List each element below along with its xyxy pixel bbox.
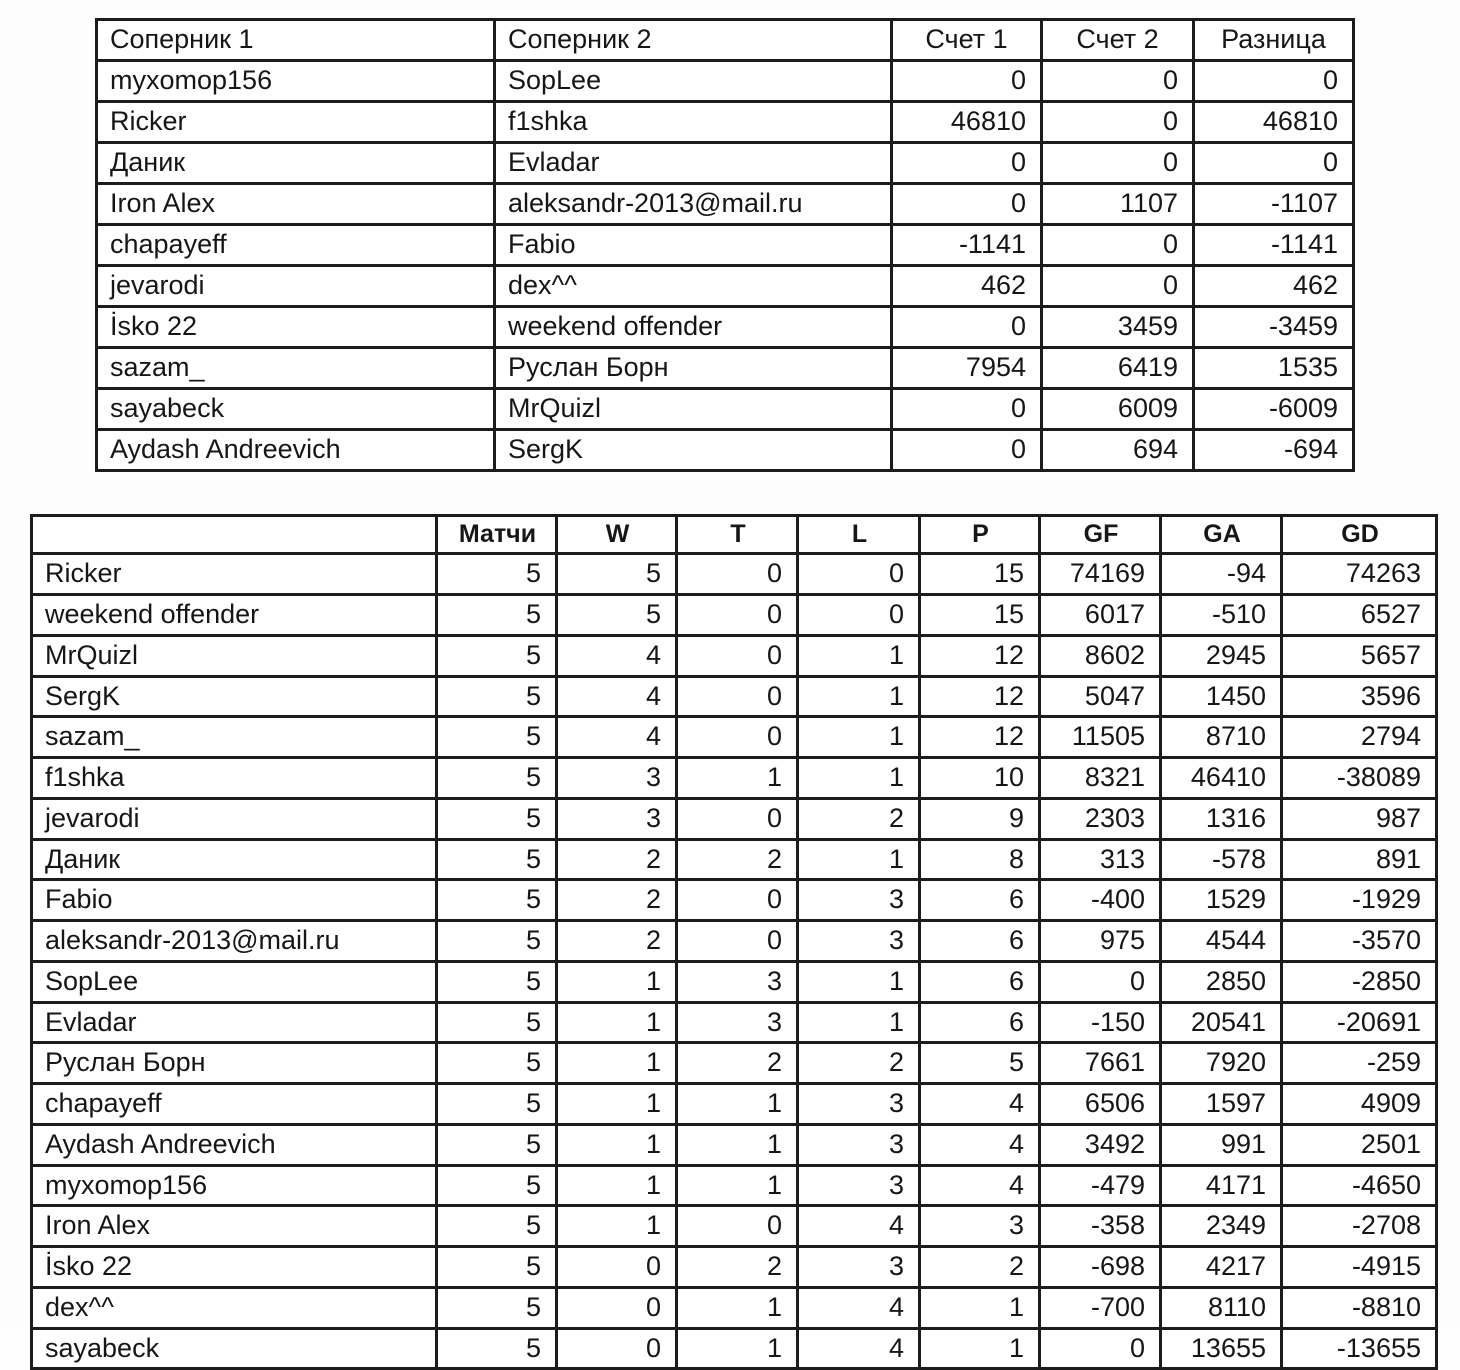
value-cell: 0 xyxy=(677,595,798,636)
name-cell: Ricker xyxy=(97,102,495,143)
table-row xyxy=(97,430,1354,471)
name-cell: chapayeff xyxy=(32,1084,437,1125)
value-cell: -358 xyxy=(1040,1206,1161,1247)
value-cell: -479 xyxy=(1040,1165,1161,1206)
value-cell: 0 xyxy=(677,921,798,962)
value-cell: -1141 xyxy=(1194,225,1354,266)
value-cell: 5657 xyxy=(1282,635,1437,676)
name-cell: Evladar xyxy=(32,1002,437,1043)
column-header: T xyxy=(677,516,798,554)
value-cell: -694 xyxy=(1194,430,1354,471)
value-cell: 3459 xyxy=(1042,307,1194,348)
column-header: Матчи xyxy=(437,516,557,554)
value-cell: 46810 xyxy=(1194,102,1354,143)
value-cell: 1316 xyxy=(1161,798,1282,839)
table-row xyxy=(32,921,1437,962)
value-cell: 15 xyxy=(920,595,1040,636)
value-cell: 2349 xyxy=(1161,1206,1282,1247)
value-cell: 0 xyxy=(1194,143,1354,184)
value-cell: 1 xyxy=(677,1165,798,1206)
name-cell: İsko 22 xyxy=(32,1247,437,1288)
name-cell: sayabeck xyxy=(97,389,495,430)
value-cell: 2850 xyxy=(1161,961,1282,1002)
value-cell: 1 xyxy=(677,1328,798,1369)
value-cell: 13655 xyxy=(1161,1328,1282,1369)
value-cell: 6 xyxy=(920,880,1040,921)
name-cell: Ricker xyxy=(32,554,437,595)
value-cell: 2 xyxy=(677,839,798,880)
value-cell: 3 xyxy=(677,1002,798,1043)
value-cell: 3492 xyxy=(1040,1124,1161,1165)
value-cell: 7661 xyxy=(1040,1043,1161,1084)
value-cell: 1 xyxy=(798,961,920,1002)
value-cell: 3 xyxy=(798,1165,920,1206)
name-cell: SopLee xyxy=(32,961,437,1002)
table-row xyxy=(97,348,1354,389)
value-cell: 1 xyxy=(557,1165,677,1206)
value-cell: 3 xyxy=(798,880,920,921)
column-header: P xyxy=(920,516,1040,554)
value-cell: 2 xyxy=(677,1043,798,1084)
name-cell: İsko 22 xyxy=(97,307,495,348)
value-cell: 1597 xyxy=(1161,1084,1282,1125)
value-cell: 0 xyxy=(1042,143,1194,184)
value-cell: -1929 xyxy=(1282,880,1437,921)
value-cell: 8 xyxy=(920,839,1040,880)
value-cell: -4650 xyxy=(1282,1165,1437,1206)
name-cell: Fabio xyxy=(32,880,437,921)
table-row xyxy=(32,676,1437,717)
table-row xyxy=(32,635,1437,676)
value-cell: 2 xyxy=(920,1247,1040,1288)
name-cell: sazam_ xyxy=(97,348,495,389)
value-cell: 5 xyxy=(437,758,557,799)
value-cell: 3 xyxy=(557,758,677,799)
value-cell: 2 xyxy=(798,798,920,839)
value-cell: 4909 xyxy=(1282,1084,1437,1125)
value-cell: 0 xyxy=(677,554,798,595)
value-cell: 0 xyxy=(892,61,1042,102)
value-cell: 0 xyxy=(1040,961,1161,1002)
value-cell: 987 xyxy=(1282,798,1437,839)
value-cell: 7920 xyxy=(1161,1043,1282,1084)
value-cell: 0 xyxy=(892,143,1042,184)
table-row xyxy=(32,554,1437,595)
value-cell: 8602 xyxy=(1040,635,1161,676)
value-cell: 5 xyxy=(920,1043,1040,1084)
name-cell: f1shka xyxy=(32,758,437,799)
table-row xyxy=(32,798,1437,839)
value-cell: -38089 xyxy=(1282,758,1437,799)
table-row xyxy=(32,1328,1437,1369)
name-cell: aleksandr-2013@mail.ru xyxy=(32,921,437,962)
value-cell: 0 xyxy=(892,389,1042,430)
value-cell: 46810 xyxy=(892,102,1042,143)
value-cell: -94 xyxy=(1161,554,1282,595)
table-row xyxy=(97,389,1354,430)
value-cell: 4 xyxy=(920,1124,1040,1165)
table-row xyxy=(32,1206,1437,1247)
value-cell: 6 xyxy=(920,961,1040,1002)
value-cell: 12 xyxy=(920,676,1040,717)
value-cell: -698 xyxy=(1040,1247,1161,1288)
value-cell: 5 xyxy=(437,1206,557,1247)
column-header: Разница xyxy=(1194,20,1354,61)
value-cell: MrQuizl xyxy=(495,389,892,430)
value-cell: 3 xyxy=(798,1247,920,1288)
value-cell: 6 xyxy=(920,1002,1040,1043)
value-cell: -1107 xyxy=(1194,184,1354,225)
value-cell: 5 xyxy=(437,839,557,880)
name-cell: jevarodi xyxy=(32,798,437,839)
value-cell: 1 xyxy=(798,676,920,717)
value-cell: 1 xyxy=(920,1287,1040,1328)
value-cell: 1 xyxy=(557,1043,677,1084)
value-cell: 891 xyxy=(1282,839,1437,880)
value-cell: 5 xyxy=(437,1124,557,1165)
table-row xyxy=(32,880,1437,921)
table-row xyxy=(32,839,1437,880)
standings-table xyxy=(30,514,1438,1370)
value-cell: Fabio xyxy=(495,225,892,266)
table-row xyxy=(32,1043,1437,1084)
value-cell: 3 xyxy=(798,1124,920,1165)
value-cell: 0 xyxy=(677,1206,798,1247)
column-header: GD xyxy=(1282,516,1437,554)
value-cell: 975 xyxy=(1040,921,1161,962)
value-cell: 4 xyxy=(798,1328,920,1369)
value-cell: 313 xyxy=(1040,839,1161,880)
name-cell: dex^^ xyxy=(32,1287,437,1328)
value-cell: 8710 xyxy=(1161,717,1282,758)
value-cell: 10 xyxy=(920,758,1040,799)
value-cell: 15 xyxy=(920,554,1040,595)
table-row xyxy=(32,1084,1437,1125)
value-cell: 1 xyxy=(557,961,677,1002)
value-cell: 1 xyxy=(798,1002,920,1043)
value-cell: -3459 xyxy=(1194,307,1354,348)
value-cell: 12 xyxy=(920,635,1040,676)
value-cell: 5 xyxy=(437,1247,557,1288)
value-cell: 0 xyxy=(798,595,920,636)
value-cell: Evladar xyxy=(495,143,892,184)
value-cell: -8810 xyxy=(1282,1287,1437,1328)
value-cell: 5 xyxy=(437,1287,557,1328)
table-row xyxy=(32,1002,1437,1043)
value-cell: 46410 xyxy=(1161,758,1282,799)
value-cell: 0 xyxy=(1042,102,1194,143)
value-cell: 462 xyxy=(1194,266,1354,307)
column-header: Счет 1 xyxy=(892,20,1042,61)
value-cell: 694 xyxy=(1042,430,1194,471)
value-cell: -700 xyxy=(1040,1287,1161,1328)
column-header: GA xyxy=(1161,516,1282,554)
table-row xyxy=(32,595,1437,636)
value-cell: 0 xyxy=(892,307,1042,348)
value-cell: 0 xyxy=(557,1287,677,1328)
value-cell: -259 xyxy=(1282,1043,1437,1084)
value-cell: 0 xyxy=(677,880,798,921)
value-cell: 3 xyxy=(557,798,677,839)
column-header: Счет 2 xyxy=(1042,20,1194,61)
name-cell: Iron Alex xyxy=(97,184,495,225)
value-cell: 74263 xyxy=(1282,554,1437,595)
value-cell: 0 xyxy=(1040,1328,1161,1369)
value-cell: -578 xyxy=(1161,839,1282,880)
match-results-table xyxy=(95,18,1355,472)
value-cell: -1141 xyxy=(892,225,1042,266)
value-cell: 2 xyxy=(557,921,677,962)
name-cell: Даник xyxy=(97,143,495,184)
value-cell: 2 xyxy=(557,880,677,921)
value-cell: 0 xyxy=(1042,61,1194,102)
value-cell: 6527 xyxy=(1282,595,1437,636)
value-cell: 6009 xyxy=(1042,389,1194,430)
value-cell: 1 xyxy=(677,1124,798,1165)
name-cell: MrQuizl xyxy=(32,635,437,676)
value-cell: dex^^ xyxy=(495,266,892,307)
table-row xyxy=(32,961,1437,1002)
value-cell: -150 xyxy=(1040,1002,1161,1043)
name-cell: sayabeck xyxy=(32,1328,437,1369)
value-cell: -13655 xyxy=(1282,1328,1437,1369)
value-cell: 20541 xyxy=(1161,1002,1282,1043)
value-cell: 1 xyxy=(920,1328,1040,1369)
table-row xyxy=(32,1124,1437,1165)
value-cell: 5 xyxy=(557,554,677,595)
value-cell: 1535 xyxy=(1194,348,1354,389)
value-cell: 2 xyxy=(798,1043,920,1084)
value-cell: 0 xyxy=(892,184,1042,225)
value-cell: 3 xyxy=(798,1084,920,1125)
value-cell: 4 xyxy=(798,1206,920,1247)
value-cell: 1 xyxy=(677,758,798,799)
value-cell: 1107 xyxy=(1042,184,1194,225)
value-cell: 3 xyxy=(920,1206,1040,1247)
value-cell: 1 xyxy=(557,1084,677,1125)
table-row xyxy=(32,717,1437,758)
value-cell: 4 xyxy=(557,635,677,676)
value-cell: 5 xyxy=(437,880,557,921)
results-header-row xyxy=(97,20,1354,61)
table-row xyxy=(32,1165,1437,1206)
column-header: L xyxy=(798,516,920,554)
column-header: GF xyxy=(1040,516,1161,554)
value-cell: 4 xyxy=(557,676,677,717)
value-cell: 5 xyxy=(437,717,557,758)
name-cell: chapayeff xyxy=(97,225,495,266)
value-cell: -510 xyxy=(1161,595,1282,636)
table-row xyxy=(97,266,1354,307)
value-cell: 2 xyxy=(557,839,677,880)
value-cell: 6419 xyxy=(1042,348,1194,389)
value-cell: 5 xyxy=(437,798,557,839)
value-cell: Руслан Борн xyxy=(495,348,892,389)
name-cell: myxomop156 xyxy=(97,61,495,102)
value-cell: 4 xyxy=(557,717,677,758)
table-row xyxy=(97,102,1354,143)
value-cell: 12 xyxy=(920,717,1040,758)
column-header xyxy=(32,516,437,554)
value-cell: 5 xyxy=(437,1043,557,1084)
value-cell: 5 xyxy=(437,635,557,676)
value-cell: 1 xyxy=(677,1287,798,1328)
value-cell: 5 xyxy=(437,1002,557,1043)
value-cell: 2501 xyxy=(1282,1124,1437,1165)
value-cell: 5 xyxy=(437,554,557,595)
value-cell: 1 xyxy=(798,839,920,880)
name-cell: SergK xyxy=(32,676,437,717)
name-cell: Aydash Andreevich xyxy=(32,1124,437,1165)
value-cell: 1450 xyxy=(1161,676,1282,717)
value-cell: 2794 xyxy=(1282,717,1437,758)
value-cell: 9 xyxy=(920,798,1040,839)
value-cell: 5 xyxy=(557,595,677,636)
value-cell: 74169 xyxy=(1040,554,1161,595)
table-row xyxy=(32,758,1437,799)
value-cell: 4 xyxy=(798,1287,920,1328)
value-cell: 1 xyxy=(798,635,920,676)
name-cell: myxomop156 xyxy=(32,1165,437,1206)
table-row xyxy=(32,1247,1437,1288)
value-cell: weekend offender xyxy=(495,307,892,348)
value-cell: 5 xyxy=(437,1165,557,1206)
table-row xyxy=(32,1287,1437,1328)
column-header: Соперник 1 xyxy=(97,20,495,61)
value-cell: -4915 xyxy=(1282,1247,1437,1288)
value-cell: 0 xyxy=(557,1328,677,1369)
table-row xyxy=(97,307,1354,348)
value-cell: SopLee xyxy=(495,61,892,102)
name-cell: sazam_ xyxy=(32,717,437,758)
table-row xyxy=(97,143,1354,184)
value-cell: 8110 xyxy=(1161,1287,1282,1328)
name-cell: Даник xyxy=(32,839,437,880)
value-cell: 0 xyxy=(677,635,798,676)
value-cell: -400 xyxy=(1040,880,1161,921)
value-cell: 3596 xyxy=(1282,676,1437,717)
value-cell: -2708 xyxy=(1282,1206,1437,1247)
value-cell: 5 xyxy=(437,921,557,962)
value-cell: 5047 xyxy=(1040,676,1161,717)
column-header: Соперник 2 xyxy=(495,20,892,61)
value-cell: SergK xyxy=(495,430,892,471)
value-cell: 1 xyxy=(557,1124,677,1165)
value-cell: 2945 xyxy=(1161,635,1282,676)
value-cell: 5 xyxy=(437,676,557,717)
value-cell: 0 xyxy=(677,798,798,839)
value-cell: 6017 xyxy=(1040,595,1161,636)
value-cell: 3 xyxy=(677,961,798,1002)
value-cell: 4 xyxy=(920,1165,1040,1206)
value-cell: 5 xyxy=(437,595,557,636)
value-cell: 3 xyxy=(798,921,920,962)
value-cell: 2303 xyxy=(1040,798,1161,839)
value-cell: 5 xyxy=(437,1328,557,1369)
value-cell: -2850 xyxy=(1282,961,1437,1002)
value-cell: 8321 xyxy=(1040,758,1161,799)
value-cell: 1 xyxy=(557,1002,677,1043)
value-cell: -20691 xyxy=(1282,1002,1437,1043)
value-cell: 4544 xyxy=(1161,921,1282,962)
value-cell: 1 xyxy=(557,1206,677,1247)
value-cell: 1 xyxy=(798,717,920,758)
name-cell: weekend offender xyxy=(32,595,437,636)
value-cell: 4 xyxy=(920,1084,1040,1125)
value-cell: 6 xyxy=(920,921,1040,962)
value-cell: 0 xyxy=(1194,61,1354,102)
value-cell: 1 xyxy=(677,1084,798,1125)
name-cell: Aydash Andreevich xyxy=(97,430,495,471)
value-cell: 0 xyxy=(677,676,798,717)
name-cell: Руслан Борн xyxy=(32,1043,437,1084)
value-cell: 0 xyxy=(798,554,920,595)
name-cell: Iron Alex xyxy=(32,1206,437,1247)
value-cell: -6009 xyxy=(1194,389,1354,430)
value-cell: 0 xyxy=(677,717,798,758)
value-cell: 0 xyxy=(892,430,1042,471)
value-cell: 0 xyxy=(1042,225,1194,266)
value-cell: 0 xyxy=(557,1247,677,1288)
value-cell: -3570 xyxy=(1282,921,1437,962)
standings-header-row xyxy=(32,516,1437,554)
value-cell: 4171 xyxy=(1161,1165,1282,1206)
value-cell: aleksandr-2013@mail.ru xyxy=(495,184,892,225)
table-row xyxy=(97,61,1354,102)
table-row xyxy=(97,184,1354,225)
value-cell: 11505 xyxy=(1040,717,1161,758)
value-cell: 7954 xyxy=(892,348,1042,389)
table-row xyxy=(97,225,1354,266)
value-cell: 991 xyxy=(1161,1124,1282,1165)
value-cell: 1 xyxy=(798,758,920,799)
name-cell: jevarodi xyxy=(97,266,495,307)
value-cell: 0 xyxy=(1042,266,1194,307)
value-cell: 2 xyxy=(677,1247,798,1288)
value-cell: 1529 xyxy=(1161,880,1282,921)
value-cell: 5 xyxy=(437,1084,557,1125)
value-cell: 6506 xyxy=(1040,1084,1161,1125)
value-cell: 462 xyxy=(892,266,1042,307)
value-cell: f1shka xyxy=(495,102,892,143)
value-cell: 4217 xyxy=(1161,1247,1282,1288)
column-header: W xyxy=(557,516,677,554)
value-cell: 5 xyxy=(437,961,557,1002)
